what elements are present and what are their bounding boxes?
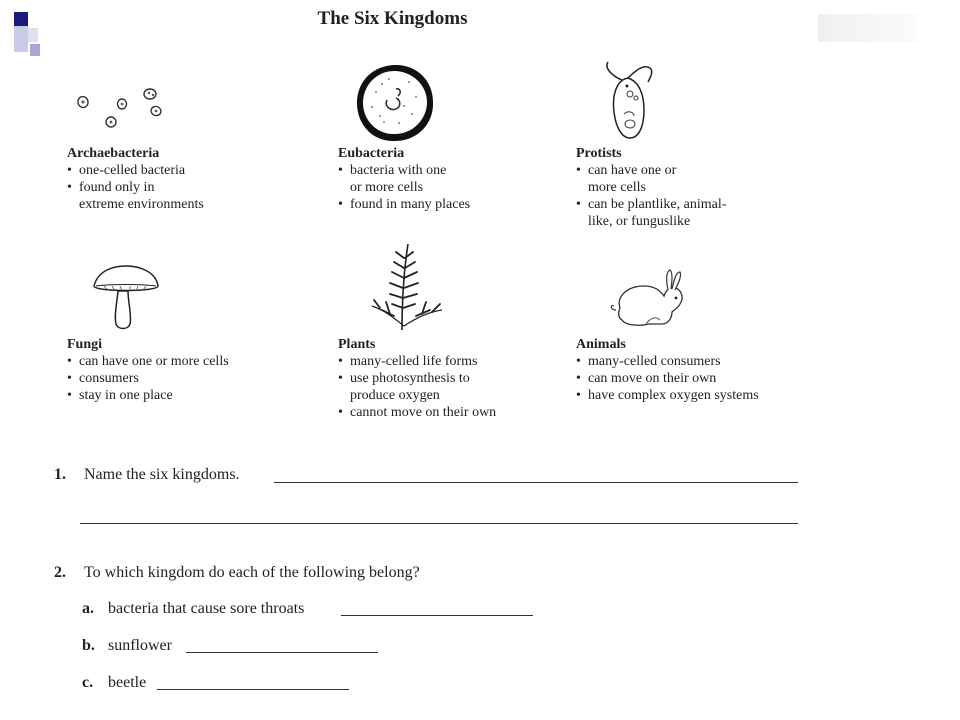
kingdom-name: Eubacteria <box>338 146 405 161</box>
bullet-point: • many-celled life forms <box>338 353 496 370</box>
answer-line[interactable] <box>186 652 378 653</box>
mushroom-icon <box>90 264 162 332</box>
bullet-continuation: like, or funguslike <box>588 214 691 229</box>
kingdom-name: Protists <box>576 146 622 161</box>
question-text: Name the six kingdoms. <box>84 466 240 483</box>
answer-line[interactable] <box>341 615 533 616</box>
corner-square-pale <box>28 28 38 42</box>
question-2b <box>82 637 172 655</box>
kingdom-animals <box>576 336 759 404</box>
item-text: sunflower <box>108 637 172 654</box>
eubacteria-cell-icon <box>354 62 436 144</box>
item-letter: c. <box>82 674 94 691</box>
bullet-point: • consumers <box>67 370 229 387</box>
bullet-continuation: or more cells <box>350 180 424 195</box>
bullet-point: • bacteria with one <box>338 162 470 179</box>
bullet-point: • can have one or <box>576 162 726 179</box>
archaebacteria-icon <box>70 82 170 132</box>
answer-line[interactable] <box>157 689 349 690</box>
item-letter: a. <box>82 600 94 617</box>
faded-box <box>818 14 918 42</box>
corner-square-mid <box>30 44 40 56</box>
bullet-point: • can be plantlike, animal- <box>576 196 726 213</box>
bullet-point: • many-celled consumers <box>576 353 759 370</box>
answer-line[interactable] <box>274 482 798 483</box>
fern-icon <box>364 240 448 332</box>
question-2c <box>82 674 146 692</box>
kingdom-protists <box>576 145 726 230</box>
kingdom-name: Plants <box>338 337 376 352</box>
rabbit-icon <box>606 268 686 330</box>
item-text: beetle <box>108 674 147 691</box>
question-number: 2. <box>54 564 66 581</box>
question-1 <box>54 466 240 484</box>
item-text: bacteria that cause sore throats <box>108 600 305 617</box>
page-title: The Six Kingdoms <box>317 8 468 29</box>
bullet-point: • use photosynthesis to <box>338 370 496 387</box>
kingdom-name: Animals <box>576 337 626 352</box>
kingdom-eubacteria <box>338 145 470 213</box>
bullet-point: • can move on their own <box>576 370 759 387</box>
item-letter: b. <box>82 637 95 654</box>
bullet-point: • can have one or more cells <box>67 353 229 370</box>
bullet-point: • have complex oxygen systems <box>576 387 759 404</box>
question-2 <box>54 564 420 582</box>
question-text: To which kingdom do each of the following belong? <box>84 564 420 581</box>
kingdom-name: Fungi <box>67 337 103 352</box>
answer-line[interactable] <box>80 523 798 524</box>
bullet-point: • found in many places <box>338 196 470 213</box>
bullet-continuation: produce oxygen <box>350 388 440 403</box>
bullet-point: • found only in <box>67 179 204 196</box>
kingdom-plants <box>338 336 496 421</box>
bullet-continuation: extreme environments <box>79 197 204 212</box>
question-number: 1. <box>54 466 66 483</box>
bullet-point: • stay in one place <box>67 387 229 404</box>
protist-icon <box>598 58 662 144</box>
bullet-point: • one-celled bacteria <box>67 162 204 179</box>
kingdom-name: Archaebacteria <box>67 146 160 161</box>
question-2a <box>82 600 304 618</box>
kingdom-fungi <box>67 336 229 404</box>
kingdom-archaebacteria <box>67 145 204 213</box>
bullet-continuation: more cells <box>588 180 646 195</box>
bullet-point: • cannot move on their own <box>338 404 496 421</box>
